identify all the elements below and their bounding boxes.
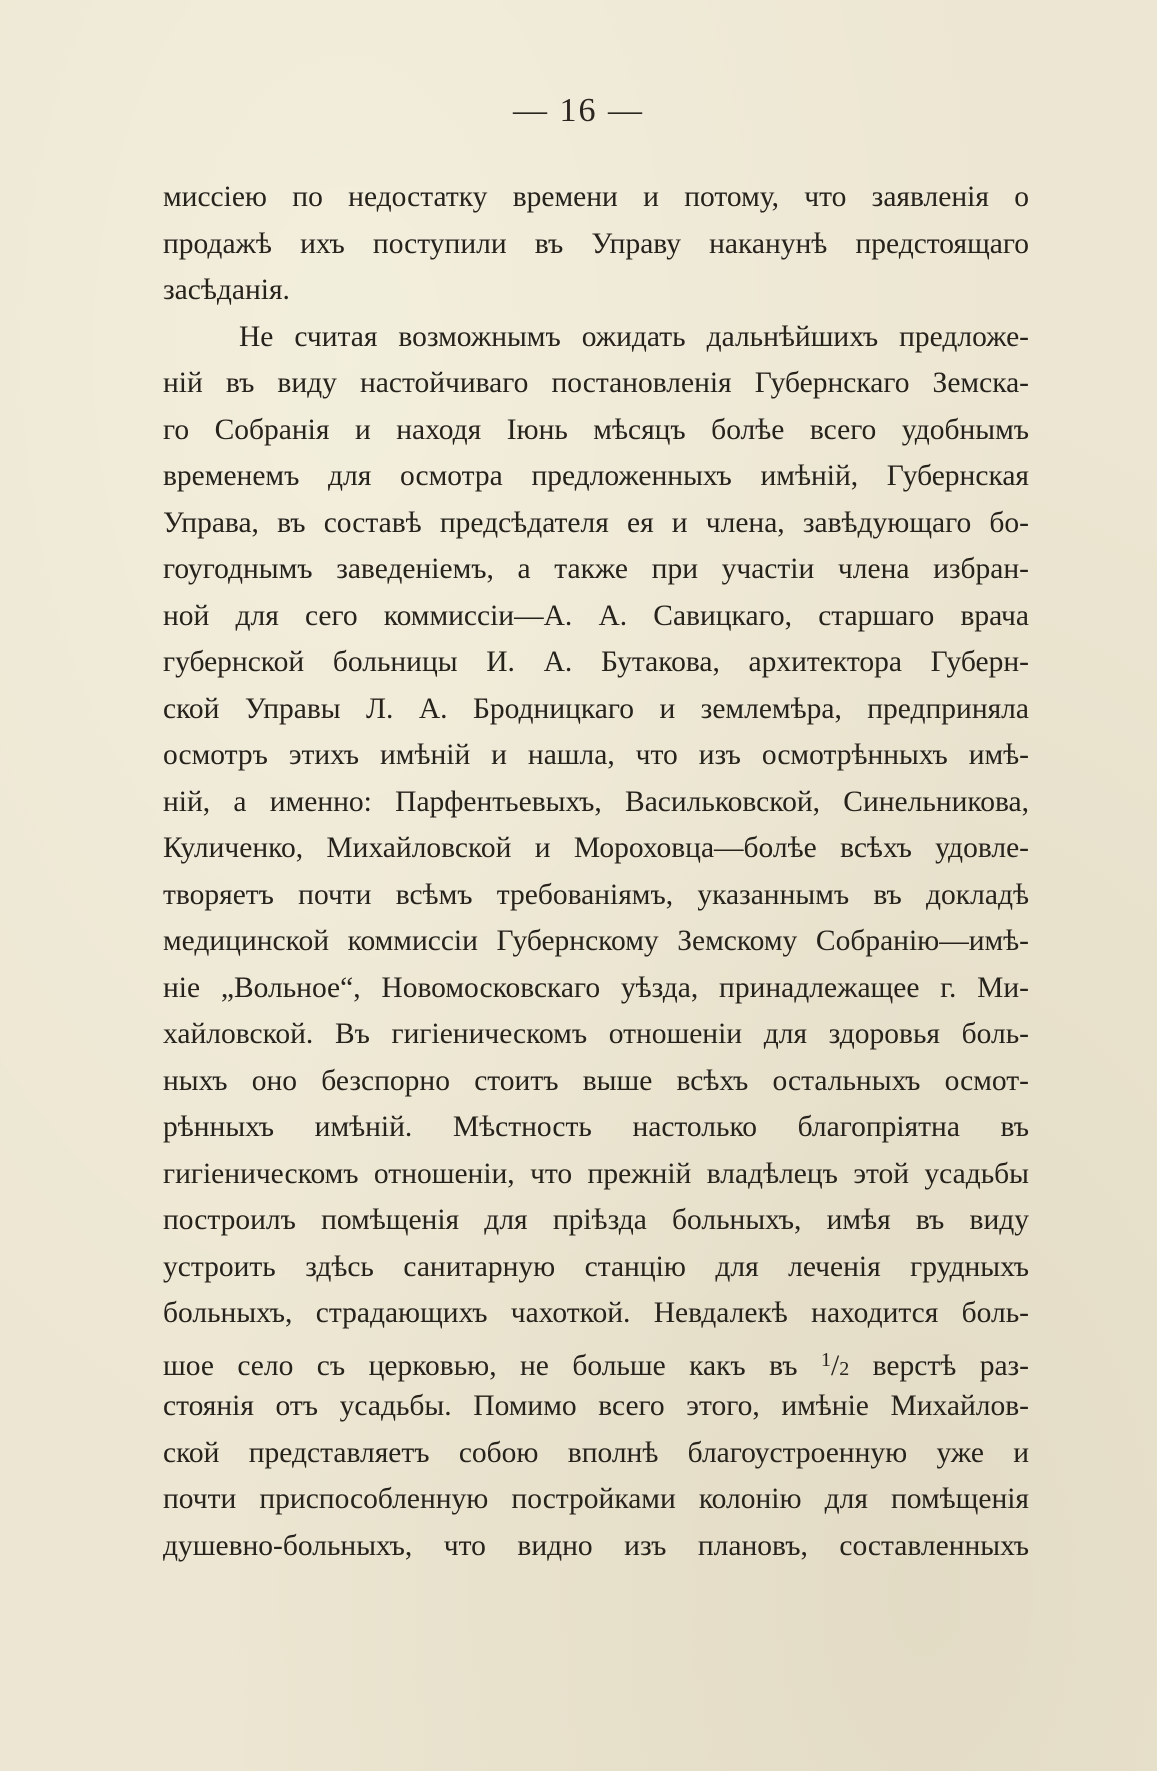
- text-line: гигіеническомъ отношеніи, что прежній владѣлецъ этой усадьбы: [163, 1157, 1029, 1190]
- text-line: почти приспособленную постройками колонію для помѣщенія: [163, 1483, 1029, 1515]
- text-line: го Собранія и находя Іюнь мѣсяцъ болѣе всего удобнымъ: [163, 413, 1029, 446]
- text-line: рѣнныхъ имѣній. Мѣстность настолько благопріятна въ: [163, 1111, 1029, 1143]
- text-line: ской представляетъ собою вполнѣ благоустроенную уже и: [163, 1436, 1029, 1469]
- text-line: творяетъ почти всѣмъ требованіямъ, указаннымъ въ докладѣ: [163, 878, 1029, 911]
- text-segment: шое село съ церковью, не больше какъ въ: [163, 1349, 798, 1382]
- text-line: ній въ виду настойчиваго постановленія Губернскаго Земска-: [163, 367, 1029, 399]
- fraction-denominator: 2: [839, 1357, 850, 1380]
- text-line: Куличенко, Михайловской и Мороховца—болѣе всѣхъ удовле-: [163, 832, 1029, 864]
- text-line: стоянія отъ усадьбы. Помимо всего этого, имѣніе Михайлов-: [163, 1390, 1029, 1422]
- text-line: построилъ помѣщенія для пріѣзда больныхъ, имѣя въ виду: [163, 1204, 1029, 1236]
- text-line: медицинской коммиссіи Губернскому Земскому Собранію—имѣ-: [163, 925, 1029, 957]
- text-line: губернской больницы И. А. Бутакова, архитектора Губерн-: [163, 646, 1029, 678]
- text-line: ніе „Вольное“, Новомосковскаго уѣзда, принадлежащее г. Ми-: [163, 971, 1029, 1004]
- text-line: продажѣ ихъ поступили въ Управу наканунѣ предстоящаго: [163, 227, 1029, 260]
- text-line: душевно-больныхъ, что видно изъ плановъ, составленныхъ: [163, 1529, 1029, 1562]
- text-line: Управа, въ составѣ предсѣдателя ея и члена, завѣдующаго бо-: [163, 506, 1029, 539]
- text-line: ской Управы Л. А. Бродницкаго и землемѣра, предприняла: [163, 692, 1029, 725]
- fraction-numerator: 1: [821, 1348, 832, 1371]
- text-line: гоугоднымъ заведеніемъ, а также при участіи члена избран-: [163, 553, 1029, 585]
- text-line: осмотръ этихъ имѣній и нашла, что изъ осмотрѣнныхъ имѣ-: [163, 739, 1029, 771]
- text-line: засѣданія.: [163, 274, 290, 306]
- page-number: — 16 —: [513, 92, 644, 129]
- text-segment: верстѣ раз-: [872, 1349, 1030, 1382]
- text-line-with-fraction: [163, 1337, 1029, 1384]
- text-line: ныхъ оно безспорно стоитъ выше всѣхъ остальныхъ осмот-: [163, 1064, 1029, 1097]
- text-line: ній, а именно: Парфентьевыхъ, Васильковской, Синельникова,: [163, 785, 1029, 818]
- text-line: устроить здѣсь санитарную станцію для леченія грудныхъ: [163, 1250, 1029, 1283]
- body-text: [163, 174, 1029, 1569]
- text-line: миссіею по недостатку времени и потому, что заявленія о: [163, 181, 1029, 213]
- paragraph-first-line: Не считая возможнымъ ожидать дальнѣйшихъ предложе-: [239, 320, 1029, 353]
- fraction-slash: /: [831, 1349, 840, 1382]
- text-line: ной для сего коммиссіи—А. А. Савицкаго, старшаго врача: [163, 599, 1029, 632]
- text-line: хайловской. Въ гигіеническомъ отношеніи для здоровья боль-: [163, 1018, 1029, 1050]
- text-line: больныхъ, страдающихъ чахоткой. Невдалекѣ находится боль-: [163, 1297, 1029, 1329]
- text-line: временемъ для осмотра предложенныхъ имѣній, Губернская: [163, 460, 1029, 492]
- fraction: [821, 1350, 849, 1382]
